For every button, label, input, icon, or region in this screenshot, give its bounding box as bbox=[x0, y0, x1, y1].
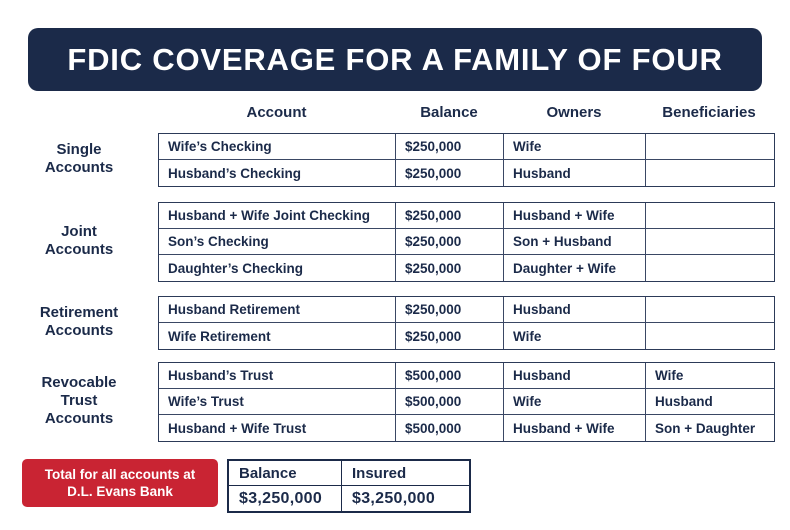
cell-account: Husband + Wife Joint Checking bbox=[159, 203, 396, 229]
group-label-line: Accounts bbox=[44, 322, 114, 339]
page-title: FDIC COVERAGE FOR A FAMILY OF FOUR bbox=[67, 41, 723, 77]
group-label-revocable-trust-accounts bbox=[0, 362, 158, 440]
revocable-trust-accounts-table bbox=[158, 362, 775, 442]
cell-beneficiaries bbox=[646, 134, 774, 160]
cell-account: Husband + Wife Trust bbox=[159, 415, 396, 441]
cell-balance: $250,000 bbox=[396, 297, 504, 323]
cell-owners: Daughter + Wife bbox=[504, 255, 646, 281]
cell-owners: Husband bbox=[504, 363, 646, 389]
cell-beneficiaries bbox=[646, 297, 774, 323]
joint-accounts-table bbox=[158, 202, 775, 282]
cell-balance: $250,000 bbox=[396, 323, 504, 349]
cell-owners: Husband bbox=[504, 160, 646, 186]
cell-owners: Wife bbox=[504, 389, 646, 415]
column-header-owners: Owners bbox=[546, 104, 602, 121]
group-label-line: Accounts bbox=[44, 241, 114, 258]
total-label-line: Total for all accounts at bbox=[44, 467, 196, 482]
cell-beneficiaries bbox=[646, 203, 774, 229]
cell-account: Husband’s Checking bbox=[159, 160, 396, 186]
retirement-accounts-table bbox=[158, 296, 775, 350]
cell-beneficiaries bbox=[646, 229, 774, 255]
cell-owners: Wife bbox=[504, 323, 646, 349]
cell-owners: Husband bbox=[504, 297, 646, 323]
cell-balance: $250,000 bbox=[396, 134, 504, 160]
cell-balance: $250,000 bbox=[396, 229, 504, 255]
cell-account: Wife Retirement bbox=[159, 323, 396, 349]
group-label-line: Trust bbox=[60, 392, 98, 409]
cell-balance: $500,000 bbox=[396, 389, 504, 415]
cell-balance: $250,000 bbox=[396, 255, 504, 281]
total-balance-value: $3,250,000 bbox=[229, 486, 342, 511]
total-header-insured: Insured bbox=[342, 461, 469, 486]
total-label-line: D.L. Evans Bank bbox=[67, 484, 173, 499]
cell-beneficiaries: Husband bbox=[646, 389, 774, 415]
cell-beneficiaries bbox=[646, 323, 774, 349]
group-label-line: Accounts bbox=[44, 159, 114, 176]
total-insured-value: $3,250,000 bbox=[352, 489, 436, 507]
cell-balance: $500,000 bbox=[396, 415, 504, 441]
title-banner bbox=[28, 28, 762, 91]
column-header-beneficiaries: Beneficiaries bbox=[662, 104, 756, 121]
cell-beneficiaries bbox=[646, 160, 774, 186]
group-label-line: Single bbox=[56, 141, 102, 158]
single-accounts-table bbox=[158, 133, 775, 187]
total-header-balance: Balance bbox=[229, 461, 342, 486]
group-label-line: Accounts bbox=[44, 410, 114, 427]
cell-account: Daughter’s Checking bbox=[159, 255, 396, 281]
cell-balance: $250,000 bbox=[396, 160, 504, 186]
group-label-retirement-accounts bbox=[0, 296, 158, 348]
cell-owners: Wife bbox=[504, 134, 646, 160]
cell-owners: Husband + Wife bbox=[504, 415, 646, 441]
group-label-line: Joint bbox=[61, 223, 97, 240]
cell-balance: $500,000 bbox=[396, 363, 504, 389]
cell-owners: Husband + Wife bbox=[504, 203, 646, 229]
group-label-joint-accounts bbox=[0, 202, 158, 280]
cell-beneficiaries bbox=[646, 255, 774, 281]
cell-account: Son’s Checking bbox=[159, 229, 396, 255]
column-header-balance: Balance bbox=[420, 104, 478, 121]
cell-beneficiaries: Wife bbox=[646, 363, 774, 389]
cell-account: Wife’s Checking bbox=[159, 134, 396, 160]
cell-balance: $250,000 bbox=[396, 203, 504, 229]
group-label-line: Retirement bbox=[39, 304, 119, 321]
cell-account: Husband’s Trust bbox=[159, 363, 396, 389]
total-label-box bbox=[22, 459, 218, 507]
column-headers bbox=[158, 103, 773, 123]
group-label-line: Revocable bbox=[41, 374, 117, 391]
total-table bbox=[227, 459, 471, 513]
cell-beneficiaries: Son + Daughter bbox=[655, 420, 756, 436]
column-header-account: Account bbox=[246, 104, 307, 121]
cell-account: Husband Retirement bbox=[159, 297, 396, 323]
cell-account: Wife’s Trust bbox=[159, 389, 396, 415]
group-label-single-accounts bbox=[0, 133, 158, 185]
cell-owners: Son + Husband bbox=[504, 229, 646, 255]
